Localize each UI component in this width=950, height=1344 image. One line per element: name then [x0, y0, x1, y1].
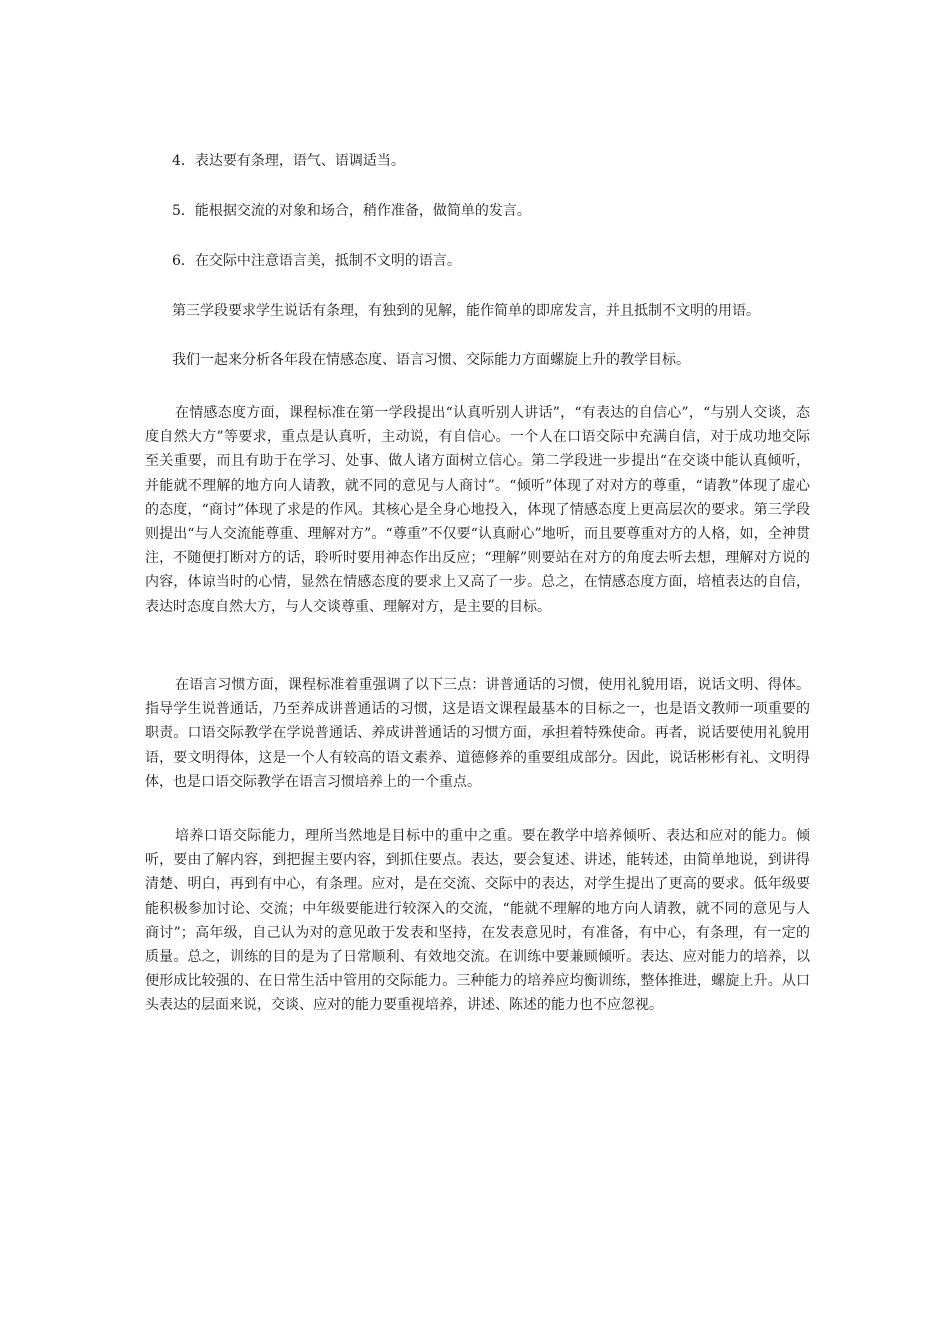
analysis-intro: 我们一起来分析各年段在情感态度、语言习惯、交际能力方面螺旋上升的教学目标。 [172, 352, 690, 368]
paragraph-language-habits: 在语言习惯方面，课程标准着重强调了以下三点：讲普通话的习惯，使用礼貌用语，说话文明、得体。指导学生说普通话，乃至养成讲普通话的习惯，这是语文课程最基本的目标之一，也是语文教师一项重要的职责。口语交际教学在学说普通话、养成讲普通话的习惯方面，承担着特殊使命。再者，说话要使用礼貌用语，要文明得体，这是一个人有较高的语文素养、道德修养的重要组成部分。因此，说话彬彬有礼、文明得体，也是口语交际教学在语言习惯培养上的一个重点。 [145, 677, 810, 790]
paragraph-emotional-attitude: 在情感态度方面，课程标准在第一学段提出“认真听别人讲话”，“有表达的自信心”，“与别人交谈，态度自然大方”等要求，重点是认真听，主动说，有自信心。一个人在口语交际中充满自信，对于成功地交际至关重要，而且有助于在学习、处事、做人诸方面树立信心。第二学段进一步提出“在交谈中能认真倾听，并能就不理解的地方向人请教，就不同的意见与人商讨”。“倾听”体现了对对方的尊重，“请教”体现了虚心的态度，“商讨”体现了求是的作风。其核心是全身心地投入，体现了情感态度上更高层次的要求。第三学段则提出“与人交流能尊重、理解对方”。“尊重”不仅要“认真耐心”地听，而且要尊重对方的人格，如，全神贯注，不随便打断对方的话，聆听时要用神态作出反应；“理解”则要站在对方的角度去听去想，理解对方说的内容，体谅当时的心情，显然在情感态度的要求上又高了一步。总之，在情感态度方面，培植表达的自信，表达时态度自然大方，与人交谈尊重、理解对方，是主要的目标。 [145, 405, 810, 615]
paragraph-communication-ability: 培养口语交际能力，理所当然地是目标中的重中之重。要在教学中培养倾听、表达和应对的能力。倾听，要由了解内容，到把握主要内容，到抓住要点。表达，要会复述、讲述，能转述，由简单地说，到讲得清楚、明白，再到有中心，有条理。应对，是在交流、交际中的表达，对学生提出了更高的要求。低年级要能积极参加讨论、交流；中年级要能进行较深入的交流，“能就不理解的地方向人请教，就不同的意见与人商讨”；高年级，自己认为对的意见敢于发表和坚持，在发表意见时，有准备，有中心，有条理，有一定的质量。总之，训练的目的是为了日常顺利、有效地交流。在训练中要兼顾倾听。表达、应对能力的培养，以便形成比较强的、在日常生活中管用的交际能力。三种能力的培养应均衡训练，整体推进，螺旋上升。从口头表达的层面来说，交谈、应对的能力要重视培养，讲述、陈述的能力也不应忽视。 [145, 828, 810, 1014]
list-item-4: 4．表达要有条理，语气、语调适当。 [172, 153, 405, 169]
list-item-6: 6．在交际中注意语言美，抵制不文明的语言。 [172, 253, 461, 269]
third-stage-summary: 第三学段要求学生说话有条理，有独到的见解，能作简单的即席发言，并且抵制不文明的用语。 [172, 303, 760, 319]
list-item-5: 5．能根据交流的对象和场合，稍作准备，做简单的发言。 [172, 203, 531, 219]
